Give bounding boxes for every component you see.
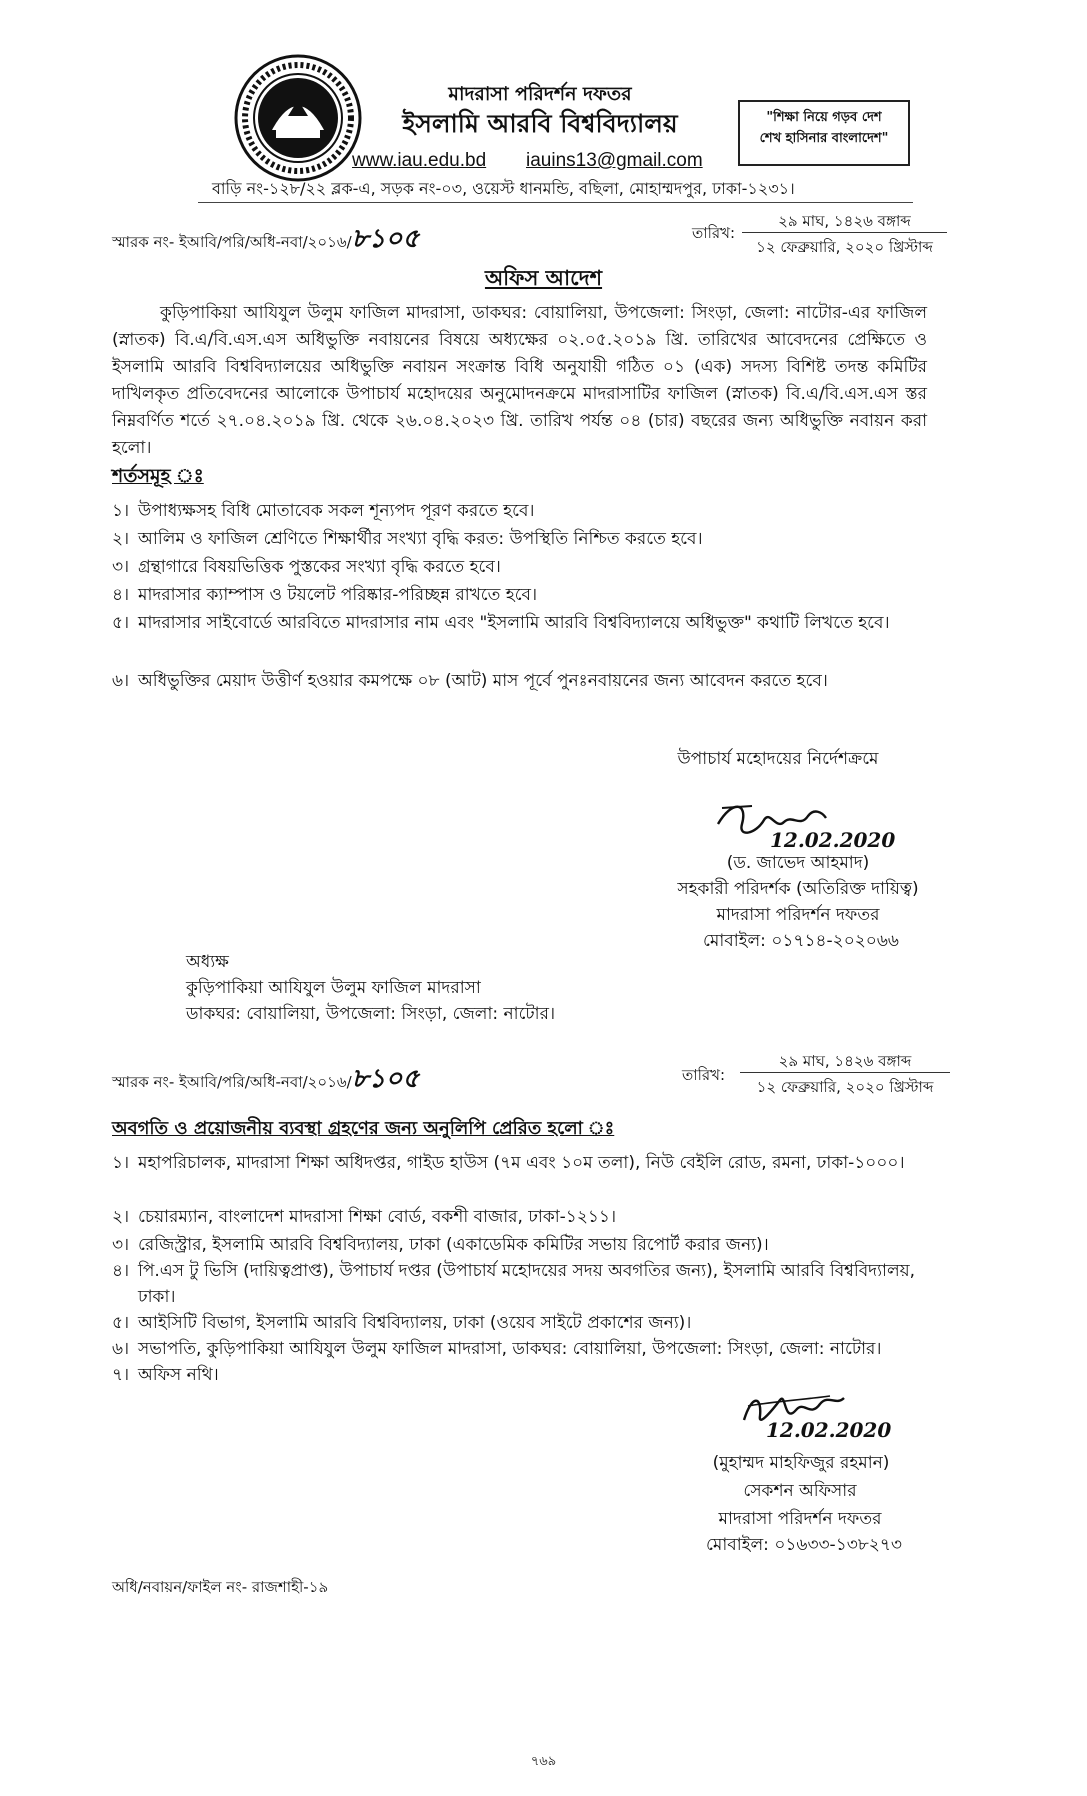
header-divider	[198, 202, 913, 203]
copy-item: ৩। রেজিস্ট্রার, ইসলামি আরবি বিশ্ববিদ্যালয়, ঢাকা (একাডেমিক কমিটির সভায় রিপোর্ট করার জন্য)।	[112, 1235, 769, 1255]
memo-ref-label: স্মারক নং- ইআবি/পরি/অধি-নবা/২০১৬/	[112, 1073, 352, 1091]
conditions-heading: শর্তসমূহ ঃ	[112, 465, 204, 487]
page-number: ৭৬৯	[530, 1754, 557, 1769]
slogan-line-1: "শিক্ষা নিয়ে গড়ব দেশ	[766, 110, 882, 125]
signatory-2-designation: সেকশন অফিসার	[743, 1481, 857, 1501]
condition-item: ৪। মাদরাসার ক্যাম্পাস ও টয়লেট পরিষ্কার-পরিচ্ছন্ন রাখতে হবে।	[112, 585, 538, 605]
copy-item: ৭। অফিস নথি।	[112, 1365, 219, 1385]
date-english-top: ১২ ফেব্রুয়ারি, ২০২০ খ্রিস্টাব্দ	[756, 238, 933, 256]
copy-item: ৪। পি.এস টু ভিসি (দায়িত্বপ্রাপ্ত), উপাচার্য দপ্তর (উপাচার্য মহোদয়ের সদয় অবগতির জন্য), ইসলামি আরবি বিশ্ববিদ্যালয়, ঢাকা।	[112, 1261, 916, 1307]
date-bangla-top: ২৯ মাঘ, ১৪২৬ বঙ্গাব্দ	[778, 212, 911, 230]
website-link[interactable]: www.iau.edu.bd	[352, 150, 487, 171]
signatory-2-mobile: মোবাইল: ০১৬৩৩-১৩৮২৭৩	[706, 1535, 902, 1555]
condition-item: ১। উপাধ্যক্ষসহ বিধি মোতাবেক সকল শূন্যপদ পূরণ করতে হবে।	[112, 501, 535, 521]
condition-item: ৫। মাদরাসার সাইবোর্ডে আরবিতে মাদরাসার নাম এবং "ইসলামি আরবি বিশ্ববিদ্যালয়ে অধিভুক্ত" কথাটি লিখতে হবে।	[112, 613, 890, 633]
office-name: মাদরাসা পরিদর্শন দফতর	[448, 83, 632, 105]
signature-2-date: 12.02.2020	[766, 1418, 892, 1442]
copy-item: ২। চেয়ারম্যান, বাংলাদেশ মাদরাসা শিক্ষা বোর্ড, বকশী বাজার, ঢাকা-১২১১।	[112, 1207, 617, 1227]
signatory-1-office: মাদরাসা পরিদর্শন দফতর	[716, 905, 880, 925]
date-divider-bottom	[740, 1072, 950, 1073]
memo-ref-number: ৮১০৫	[351, 224, 420, 254]
signatory-1-mobile: মোবাইল: ০১৭১৪-২০২০৬৬	[703, 931, 899, 951]
memo-ref-number: ৮১০৫	[351, 1064, 420, 1094]
date-label-bottom: তারিখ:	[682, 1066, 726, 1084]
copy-item: ৬। সভাপতি, কুড়িপাকিয়া আযিযুল উলুম ফাজিল মাদরাসা, ডাকঘর: বোয়ালিয়া, উপজেলা: সিংড়া, জেলা: নাটোর।	[112, 1339, 882, 1359]
file-reference: অধি/নবায়ন/ফাইল নং- রাজশাহী-১৯	[112, 1578, 329, 1596]
signatory-2-name: (মুহাম্মদ মাহফিজুর রহমান)	[712, 1453, 890, 1473]
signatory-1-designation: সহকারী পরিদর্শক (অতিরিক্ত দায়িত্ব)	[677, 879, 919, 899]
memo-ref-top	[112, 218, 419, 262]
order-paragraph: কুড়িপাকিয়া আযিযুল উলুম ফাজিল মাদরাসা, ডাকঘর: বোয়ালিয়া, উপজেলা: সিংড়া, জেলা: নাটোর-এর ফাজিল (স্নাতক) বি.এ/বি.এস.এস অধিভুক্তি নবায়নের বিষয়ে অধ্যক্ষের ০২.০৫.২০১৯ খ্রি. তারিখের আবেদনের প্রেক্ষিতে ও ইসলামি আরবি বিশ্ববিদ্যালয়ের অধিভুক্তি নবায়ন সংক্রান্ত বিধি অনুযায়ী গঠিত ০১ (এক) সদস্য বিশিষ্ট তদন্ত কমিটির দাখিলকৃত প্রতিবেদনের আলোকে উপাচার্য মহোদয়ের অনুমোদনক্রমে মাদরাসাটির ফাজিল (স্নাতক) বি.এ/বি.এস.এস স্তর নিম্নবর্ণিত শর্তে ২৭.০৪.২০১৯ খ্রি. থেকে ২৬.০৪.২০২৩ খ্রি. তারিখ পর্যন্ত ০৪ (চার) বছরের জন্য অধিভুক্তি নবায়ন করা হলো।	[112, 303, 927, 458]
signatory-2-office: মাদরাসা পরিদর্শন দফতর	[718, 1509, 882, 1529]
copy-item: ১। মহাপরিচালক, মাদরাসা শিক্ষা অধিদপ্তর, গাইড হাউস (৭ম এবং ১০ম তলা), নিউ বেইলি রোড, রমনা, ঢাকা-১০০০।	[112, 1153, 905, 1173]
copies-heading: অবগতি ও প্রয়োজনীয় ব্যবস্থা গ্রহণের জন্য অনুলিপি প্রেরিত হলো ঃ	[112, 1118, 615, 1139]
vc-instruction: উপাচার্য মহোদয়ের নির্দেশক্রমে	[677, 749, 879, 769]
date-divider-top	[742, 232, 947, 233]
signature-1-date: 12.02.2020	[770, 828, 896, 852]
university-logo-icon	[232, 52, 364, 184]
memo-ref-label: স্মারক নং- ইআবি/পরি/অধি-নবা/২০১৬/	[112, 233, 352, 251]
email-link[interactable]: iauins13@gmail.com	[526, 150, 703, 171]
date-english-bottom: ১২ ফেব্রুয়ারি, ২০২০ খ্রিস্টাব্দ	[756, 1078, 934, 1096]
date-label-top: তারিখ:	[692, 224, 736, 242]
condition-item: ৩। গ্রন্থাগারে বিষয়ভিত্তিক পুস্তকের সংখ্যা বৃদ্ধি করতে হবে।	[112, 557, 501, 577]
recipient-institution: কুড়িপাকিয়া আযিযুল উলুম ফাজিল মাদরাসা	[186, 978, 481, 998]
recipient-title: অধ্যক্ষ	[186, 952, 229, 972]
condition-item: ৬। অধিভুক্তির মেয়াদ উত্তীর্ণ হওয়ার কমপক্ষে ০৮ (আট) মাস পূর্বে পুনঃনবায়নের জন্য আবেদন করতে হবে।	[112, 671, 828, 691]
date-bangla-bottom: ২৯ মাঘ, ১৪২৬ বঙ্গাব্দ	[778, 1052, 912, 1070]
condition-item: ২। আলিম ও ফাজিল শ্রেণিতে শিক্ষার্থীর সংখ্যা বৃদ্ধি করত: উপস্থিতি নিশ্চিত করতে হবে।	[112, 529, 703, 549]
copy-item: ৫। আইসিটি বিভাগ, ইসলামি আরবি বিশ্ববিদ্যালয়, ঢাকা (ওয়েব সাইটে প্রকাশের জন্য)।	[112, 1313, 692, 1333]
slogan-box	[738, 100, 910, 166]
university-name: ইসলামি আরবি বিশ্ববিদ্যালয়	[402, 109, 678, 138]
recipient-address: ডাকঘর: বোয়ালিয়া, উপজেলা: সিংড়া, জেলা: নাটোর।	[186, 1004, 556, 1024]
signatory-1-name: (ড. জাভেদ আহমাদ)	[726, 853, 870, 873]
memo-ref-bottom	[112, 1058, 419, 1102]
office-address: বাড়ি নং-১২৮/২২ ব্লক-এ, সড়ক নং-০৩, ওয়েস্ট ধানমন্ডি, বছিলা, মোহাম্মদপুর, ঢাকা-১২৩১।	[212, 179, 795, 198]
slogan-line-2: শেখ হাসিনার বাংলাদেশ"	[759, 130, 889, 146]
document-title: অফিস আদেশ	[484, 266, 603, 290]
